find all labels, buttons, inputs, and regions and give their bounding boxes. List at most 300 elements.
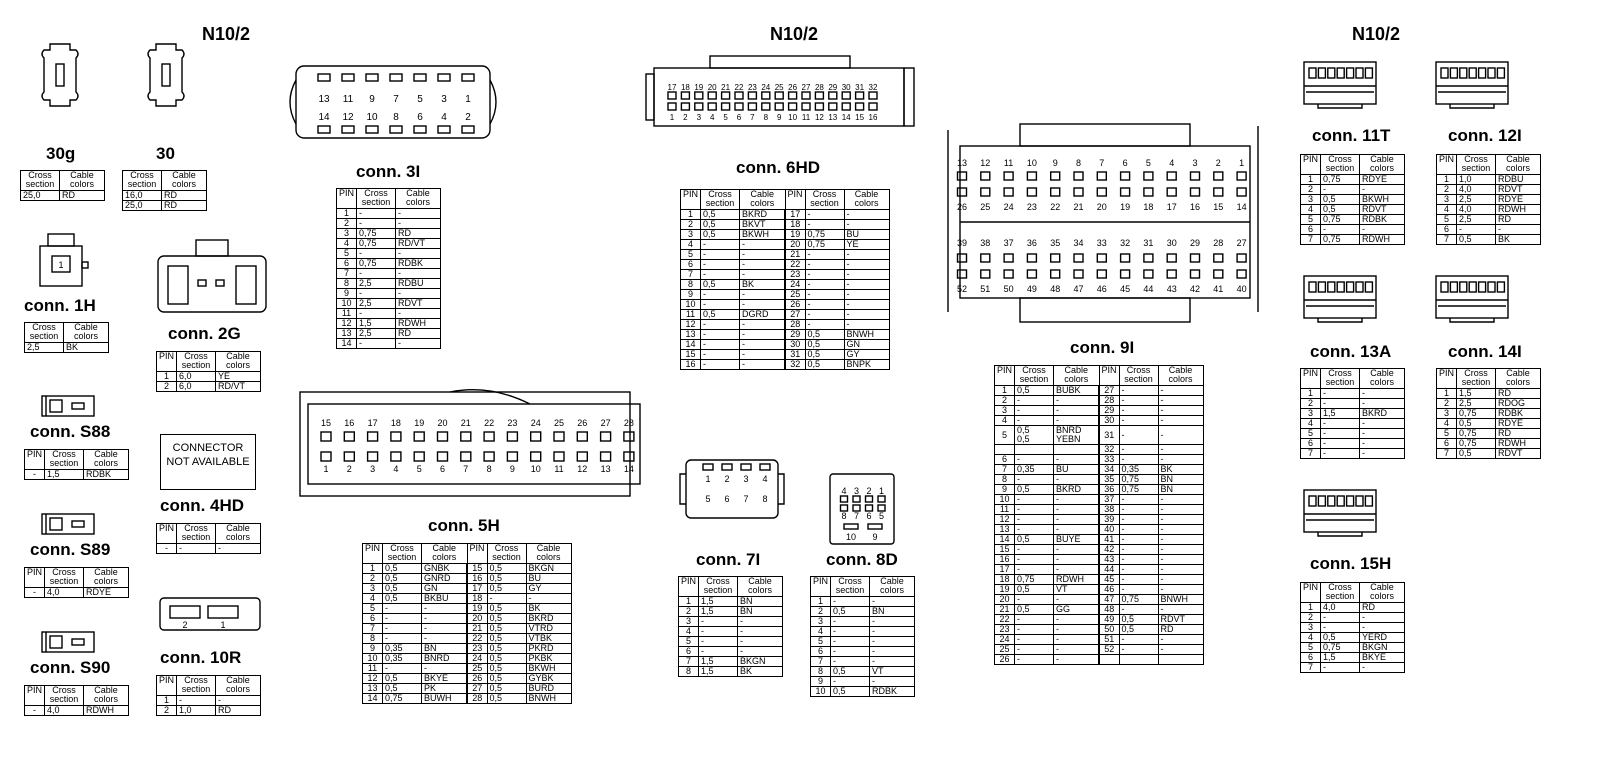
table-header: Cable colors — [870, 577, 915, 597]
pin-number: 11 — [801, 113, 811, 122]
pin-cavity — [981, 254, 990, 262]
table-cell: 0,75 — [1457, 439, 1496, 449]
table-cell: - — [870, 597, 915, 607]
pin-cavity — [1214, 270, 1223, 278]
table-cell: 0,75 — [357, 229, 396, 239]
pin-number: 12 — [980, 158, 991, 168]
table-cell: 1 — [1437, 175, 1457, 185]
table-row — [363, 614, 572, 624]
table-cell: - — [844, 290, 889, 300]
pin-number: 4 — [393, 464, 399, 474]
pin-number: 48 — [1050, 284, 1061, 294]
table-cell: 2 — [1437, 185, 1457, 195]
pin-number: 18 — [680, 83, 690, 92]
table-header-row — [811, 577, 915, 597]
table-header: Cable colors — [738, 577, 783, 597]
connector-2g-cavity — [168, 266, 188, 304]
pin-cavity — [321, 432, 331, 441]
pin-cavity — [1191, 270, 1200, 278]
table-header-row — [123, 171, 207, 191]
pin-number: 24 — [1003, 202, 1014, 212]
table-row — [995, 545, 1204, 555]
table-header: PIN — [679, 577, 699, 597]
table-cell: RDBK — [84, 470, 129, 480]
table-cell: - — [1054, 545, 1100, 555]
table-cell: 5 — [1437, 429, 1457, 439]
table-cell: 15 — [681, 350, 701, 360]
table-cell: 27 — [467, 684, 487, 694]
table-cell: - — [805, 250, 844, 260]
table-cell: 8 — [995, 475, 1015, 485]
table-cell: - — [701, 290, 740, 300]
table-cell: - — [1054, 396, 1100, 406]
table-cell: 21 — [995, 605, 1015, 615]
table-row — [337, 329, 441, 339]
table-cell: 2,5 — [1457, 195, 1496, 205]
table-cell: - — [1119, 426, 1158, 445]
table-cell: - — [701, 300, 740, 310]
table-cell: BKBU — [422, 594, 468, 604]
pin-number: 2 — [346, 464, 352, 474]
pin-cavity — [1051, 172, 1060, 180]
table-cell: - — [805, 260, 844, 270]
pin-number: 5 — [878, 511, 885, 521]
pin-number: 47 — [1073, 284, 1084, 294]
table-cell: 11 — [337, 309, 357, 319]
table-cell: GY — [844, 350, 889, 360]
table-row — [337, 249, 441, 259]
table-header: PIN — [1437, 369, 1457, 389]
pin-cavity — [1121, 254, 1130, 262]
pin-cavity — [856, 103, 864, 110]
pin-cavity — [1167, 188, 1176, 196]
table-header: Cable colors — [1054, 366, 1100, 386]
table-cell: 17 — [467, 584, 487, 594]
table-header-row — [1437, 155, 1541, 175]
table-13a — [1300, 368, 1405, 459]
pin-number: 4 — [441, 112, 447, 123]
table-cell: - — [844, 320, 889, 330]
table-cell: 0,5 — [487, 604, 526, 614]
table-header-row — [21, 171, 105, 191]
table-header: Cross section — [177, 352, 216, 372]
table-cell: 26 — [995, 655, 1015, 665]
table-cell: 0,5 — [831, 667, 870, 677]
pin-number: 3 — [743, 474, 749, 484]
table-cell: - — [1015, 635, 1054, 645]
table-cell: 7 — [681, 270, 701, 280]
table-cell: - — [1015, 545, 1054, 555]
pin-cavity — [741, 464, 751, 470]
pin-cavity — [868, 524, 882, 529]
table-cell: - — [396, 249, 441, 259]
table-cell: GY — [526, 584, 571, 594]
pin-cavity — [681, 92, 689, 99]
pin-cavity — [695, 92, 703, 99]
table-header: Cross section — [357, 189, 396, 209]
connector-13a-cavity — [1318, 282, 1325, 292]
table-cell: 0,5 — [1015, 386, 1054, 396]
table-cell: RDBK — [396, 259, 441, 269]
table-cell: - — [1015, 396, 1054, 406]
table-header: Cable colors — [84, 568, 129, 588]
pin-cavity — [1074, 254, 1083, 262]
table-header: PIN — [363, 544, 383, 564]
table-row — [25, 706, 129, 716]
table-cell: 13 — [681, 330, 701, 340]
pin-cavity — [1004, 188, 1013, 196]
connector-3i-side — [290, 80, 296, 124]
table-cell: 26 — [467, 674, 487, 684]
table-cell: 1 — [679, 597, 699, 607]
table-cell: - — [1119, 455, 1158, 465]
table-row — [681, 310, 890, 320]
table-row — [995, 595, 1204, 605]
connector-5h-body — [300, 392, 630, 496]
table-cell: 34 — [1099, 465, 1119, 475]
pin-number: 42 — [1189, 284, 1201, 294]
table-cell: 25,0 — [21, 191, 60, 201]
table-cell: BUBK — [1054, 386, 1100, 396]
table-header: Cross section — [123, 171, 162, 191]
table-cell: 6,0 — [177, 382, 216, 392]
connector-6hd-end — [646, 74, 654, 120]
table-cell: - — [844, 270, 889, 280]
connector-s-pin — [72, 403, 84, 409]
table-row — [157, 382, 261, 392]
pin-number: 10 — [530, 464, 541, 474]
table-cell: RD — [162, 201, 207, 211]
pin-cavity — [775, 103, 783, 110]
table-row — [1437, 195, 1541, 205]
table-header: PIN — [1301, 369, 1321, 389]
pin-cavity — [958, 172, 967, 180]
table-row — [1301, 175, 1405, 185]
table-cell: - — [1015, 615, 1054, 625]
table-cell: YERD — [1360, 633, 1405, 643]
pin-number: 11 — [554, 464, 564, 474]
pin-number: 39 — [956, 238, 968, 248]
table-header: Cross section — [487, 544, 526, 564]
table-cell: 6 — [1301, 653, 1321, 663]
table-header: Cable colors — [1158, 366, 1203, 386]
pin-number: 1 — [58, 260, 64, 270]
table-8d — [810, 576, 915, 697]
table-row — [157, 696, 261, 706]
table-cell: 6 — [1301, 439, 1321, 449]
pin-cavity — [1144, 188, 1153, 196]
pin-cavity — [981, 270, 990, 278]
pin-cavity — [531, 452, 541, 461]
table-cell: RDBU — [1496, 175, 1541, 185]
table-cell: - — [177, 544, 216, 554]
table-cell: 4,0 — [1457, 205, 1496, 215]
table-cell: - — [1054, 565, 1100, 575]
table-cell: 0,5 — [487, 684, 526, 694]
table-cell: RD — [1496, 215, 1541, 225]
table-cell: 28 — [1099, 396, 1119, 406]
connector-2g-pin — [216, 280, 224, 286]
pin-cavity — [554, 432, 564, 441]
table-row — [995, 655, 1204, 665]
pin-cavity — [829, 103, 837, 110]
table-cell: 6 — [811, 647, 831, 657]
table-cell: VTRD — [526, 624, 571, 634]
table-cell: 31 — [785, 350, 805, 360]
pin-number: 6 — [724, 494, 730, 504]
table-cell: - — [1015, 406, 1054, 416]
pin-number: 1 — [465, 94, 471, 105]
pin-number: 4 — [762, 474, 768, 484]
table-cell: - — [1158, 426, 1203, 445]
table-header-row — [25, 450, 129, 470]
table-cell: 0,5 — [383, 594, 422, 604]
pin-cavity — [344, 432, 354, 441]
pin-cavity — [722, 103, 730, 110]
table-cell: 7 — [1437, 235, 1457, 245]
pin-cavity — [318, 74, 330, 81]
table-row — [1301, 449, 1405, 459]
pin-number: 23 — [507, 418, 518, 428]
table-cell: BNPK — [844, 360, 889, 370]
table-cell: - — [844, 210, 889, 220]
table-cell: 41 — [1099, 535, 1119, 545]
table-header: Cross section — [177, 524, 216, 544]
label-7i: conn. 7I — [696, 550, 761, 569]
table-cell: - — [831, 657, 870, 667]
table-cell: BN — [870, 607, 915, 617]
table-cell: - — [805, 300, 844, 310]
table-cell: 0,5 — [487, 584, 526, 594]
table-cell — [1119, 655, 1158, 665]
table-cell: - — [1119, 555, 1158, 565]
table-row — [681, 340, 890, 350]
table-cell: - — [870, 677, 915, 687]
table-row — [157, 544, 261, 554]
table-6hd — [680, 189, 890, 370]
table-row — [995, 475, 1204, 485]
table-cell: BNWH — [526, 694, 571, 704]
pin-cavity — [1121, 270, 1130, 278]
table-cell: - — [1119, 386, 1158, 396]
table-cell: 37 — [1099, 495, 1119, 505]
table-cell: 2 — [681, 220, 701, 230]
table-header: Cross section — [177, 676, 216, 696]
table-cell: 21 — [785, 250, 805, 260]
table-cell: - — [1119, 585, 1158, 595]
table-row — [995, 625, 1204, 635]
table-cell: 0,5 — [487, 564, 526, 574]
table-cell: BN — [1158, 485, 1203, 495]
table-cell: 4 — [337, 239, 357, 249]
pin-cavity — [1027, 188, 1036, 196]
table-cell: 1,5 — [699, 607, 738, 617]
table-row — [679, 647, 783, 657]
table-cell: 48 — [1099, 605, 1119, 615]
table-cell: - — [383, 614, 422, 624]
table-cell: - — [1054, 515, 1100, 525]
table-row — [363, 674, 572, 684]
table-cell: 4,0 — [45, 588, 84, 598]
pin-cavity — [1051, 254, 1060, 262]
table-cell: 40 — [1099, 525, 1119, 535]
table-cell: 4 — [1301, 419, 1321, 429]
table-header: PIN — [25, 686, 45, 706]
table-row — [123, 201, 207, 211]
pin-number: 24 — [761, 83, 771, 92]
table-cell: - — [1360, 185, 1405, 195]
pin-cavity — [390, 126, 402, 133]
pin-number: 23 — [1026, 202, 1037, 212]
table-cell: 0,5 — [487, 614, 526, 624]
table-cell: - — [1119, 416, 1158, 426]
table-cell: - — [844, 280, 889, 290]
table-cell: BN — [738, 597, 783, 607]
table-cell: - — [1015, 495, 1054, 505]
table-row — [1437, 419, 1541, 429]
table-header: Cable colors — [1496, 155, 1541, 175]
table-cell: - — [699, 637, 738, 647]
connector-3i-side — [490, 80, 496, 124]
table-cell: 0,5 — [831, 687, 870, 697]
pin-number: 20 — [1096, 202, 1107, 212]
pin-number: 13 — [828, 113, 838, 122]
table-cell: 0,5 — [831, 607, 870, 617]
pin-number: 52 — [956, 284, 968, 294]
table-cell: BKGN — [1360, 643, 1405, 653]
table-cell: 0,75 — [1119, 475, 1158, 485]
pin-cavity — [366, 74, 378, 81]
pin-cavity — [958, 254, 967, 262]
table-cell: 1,5 — [1321, 653, 1360, 663]
pin-cavity — [668, 103, 676, 110]
table-cell: 13 — [995, 525, 1015, 535]
table-30g — [20, 170, 105, 201]
table-header: PIN — [467, 544, 487, 564]
table-header: Cross section — [45, 450, 84, 470]
table-cell: 2 — [1301, 399, 1321, 409]
table-cell: RDYE — [84, 588, 129, 598]
table-row — [995, 505, 1204, 515]
table-row — [679, 657, 783, 667]
table-cell: - — [1119, 525, 1158, 535]
table-cell: - — [1158, 396, 1203, 406]
pin-number: 20 — [437, 418, 448, 428]
connector-12i-cavity — [1488, 68, 1495, 78]
table-row — [1437, 449, 1541, 459]
table-cell: 22 — [995, 615, 1015, 625]
pin-number: 17 — [667, 83, 677, 92]
table-row — [811, 637, 915, 647]
table-cell: 7 — [1301, 235, 1321, 245]
table-cell: RDWH — [396, 319, 441, 329]
table-cell: VT — [870, 667, 915, 677]
table-cell: 1,5 — [1321, 409, 1360, 419]
pin-number: 19 — [414, 418, 425, 428]
table-row — [21, 191, 105, 201]
connector-11t-cavity — [1365, 68, 1372, 78]
label-6hd: conn. 6HD — [736, 158, 821, 177]
pin-number: 19 — [1120, 202, 1131, 212]
pin-number: 30 — [841, 83, 851, 92]
table-cell: - — [844, 310, 889, 320]
pin-number: 34 — [1073, 238, 1084, 248]
table-row — [681, 230, 890, 240]
table-cell: GYBK — [526, 674, 571, 684]
table-cell: 7 — [679, 657, 699, 667]
table-cell: RDBK — [870, 687, 915, 697]
table-row — [995, 605, 1204, 615]
table-cell: - — [1360, 389, 1405, 399]
table-cell: - — [1015, 505, 1054, 515]
table-cell: 5 — [679, 637, 699, 647]
pin-cavity — [1214, 188, 1223, 196]
table-cell: 0,5 — [1015, 605, 1054, 615]
pin-cavity — [391, 432, 401, 441]
table-cell: 6 — [679, 647, 699, 657]
connector-12i-cavity — [1479, 68, 1486, 78]
table-row — [1301, 429, 1405, 439]
pin-cavity — [601, 432, 611, 441]
label-15h: conn. 15H — [1310, 554, 1392, 573]
pin-cavity — [366, 126, 378, 133]
table-row — [1437, 389, 1541, 399]
pin-number: 22 — [734, 83, 744, 92]
table-header-row — [995, 366, 1204, 386]
pin-number: 37 — [1003, 238, 1014, 248]
table-cell: BKWH — [1360, 195, 1405, 205]
table-cell: 15 — [995, 545, 1015, 555]
table-cell: - — [396, 269, 441, 279]
pin-number: 13 — [956, 158, 968, 168]
table-cell: - — [740, 350, 786, 360]
table-cell: 0,5 — [805, 350, 844, 360]
table-cell: 4,0 — [1457, 185, 1496, 195]
table-cell: 12 — [337, 319, 357, 329]
connector-7i-side — [778, 474, 784, 504]
connector-11t-cavity — [1309, 68, 1316, 78]
table-cell: 20 — [467, 614, 487, 624]
pin-number: 7 — [743, 494, 749, 504]
table-cell: RD — [1496, 429, 1541, 439]
table-cell: 2 — [811, 607, 831, 617]
pin-cavity — [507, 432, 517, 441]
pin-cavity — [841, 496, 848, 502]
table-cell: - — [526, 594, 571, 604]
table-header: Cross section — [21, 171, 60, 191]
table-cell: BK — [526, 604, 571, 614]
table-header-row — [25, 686, 129, 706]
table-cell: 9 — [337, 289, 357, 299]
pin-number: 32 — [1120, 238, 1131, 248]
table-cell: 0,5 — [383, 574, 422, 584]
table-cell: 24 — [467, 654, 487, 664]
pin-number: 40 — [1236, 284, 1247, 294]
connector-9i-lock-bottom — [1020, 298, 1190, 322]
table-row — [681, 360, 890, 370]
table-cell: 0,5 — [487, 644, 526, 654]
pin-number: 14 — [841, 113, 851, 122]
table-cell: RD — [396, 329, 441, 339]
connector-15h-cavity — [1309, 496, 1316, 506]
pin-cavity — [414, 126, 426, 133]
pin-number: 25 — [980, 202, 991, 212]
table-cell: - — [1054, 595, 1100, 605]
pin-number: 3 — [370, 464, 376, 474]
table-cell: - — [1321, 389, 1360, 399]
connector-9i-lock-top — [1020, 124, 1190, 146]
table-cell: - — [1158, 605, 1203, 615]
